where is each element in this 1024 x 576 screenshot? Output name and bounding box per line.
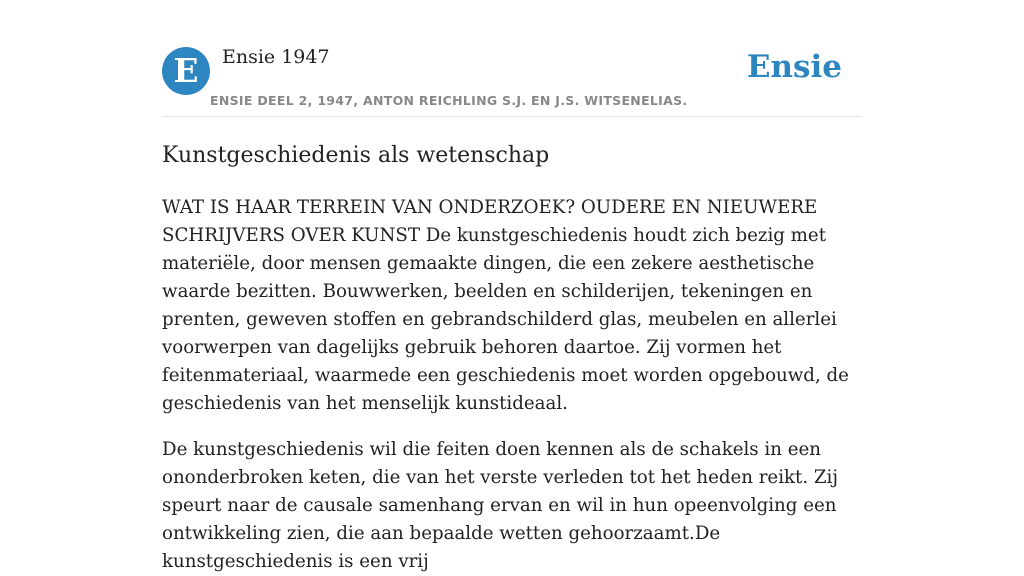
article-title: Kunstgeschiedenis als wetenschap	[162, 143, 550, 168]
ensie-logo-icon[interactable]: E	[162, 47, 210, 95]
site-title[interactable]: Ensie 1947	[222, 46, 330, 68]
article-paragraph-1: WAT IS HAAR TERREIN VAN ONDERZOEK? OUDERE EN NIEUWERE SCHRIJVERS OVER KUNST De kunstgeschiedenis houdt zich bezig met materiële, door mensen gemaakte dingen, die een zekere aesthetische waarde bezitten. Bouwwerken, beelden en schilderijen, tekeningen en prenten, geweven stoffen en gebrandschilderd glas, meubelen en allerlei voorwerpen van dagelijks gebruik behoren daartoe. Zij vormen het feitenmateriaal, waarmede een geschiedenis moet worden opgebouwd, de geschiedenis van het menselijk kunstideaal.	[162, 197, 849, 414]
article-paragraph-2: De kunstgeschiedenis wil die feiten doen kennen als de schakels in een ononderbroken keten, die van het verste verleden tot het heden reikt. Zij speurt naar de causale samenhang ervan en wil in hun opeenvolging een ontwikkeling zien, die aan bepaalde wetten gehoorzaamt.De kunstgeschiedenis is een vrij	[162, 439, 838, 572]
brand-logo[interactable]: Ensie	[746, 49, 842, 85]
article-container	[162, 0, 862, 576]
header	[162, 0, 862, 117]
source-subtitle: ENSIE DEEL 2, 1947, ANTON REICHLING S.J. EN J.S. WITSENELIAS.	[210, 93, 688, 108]
